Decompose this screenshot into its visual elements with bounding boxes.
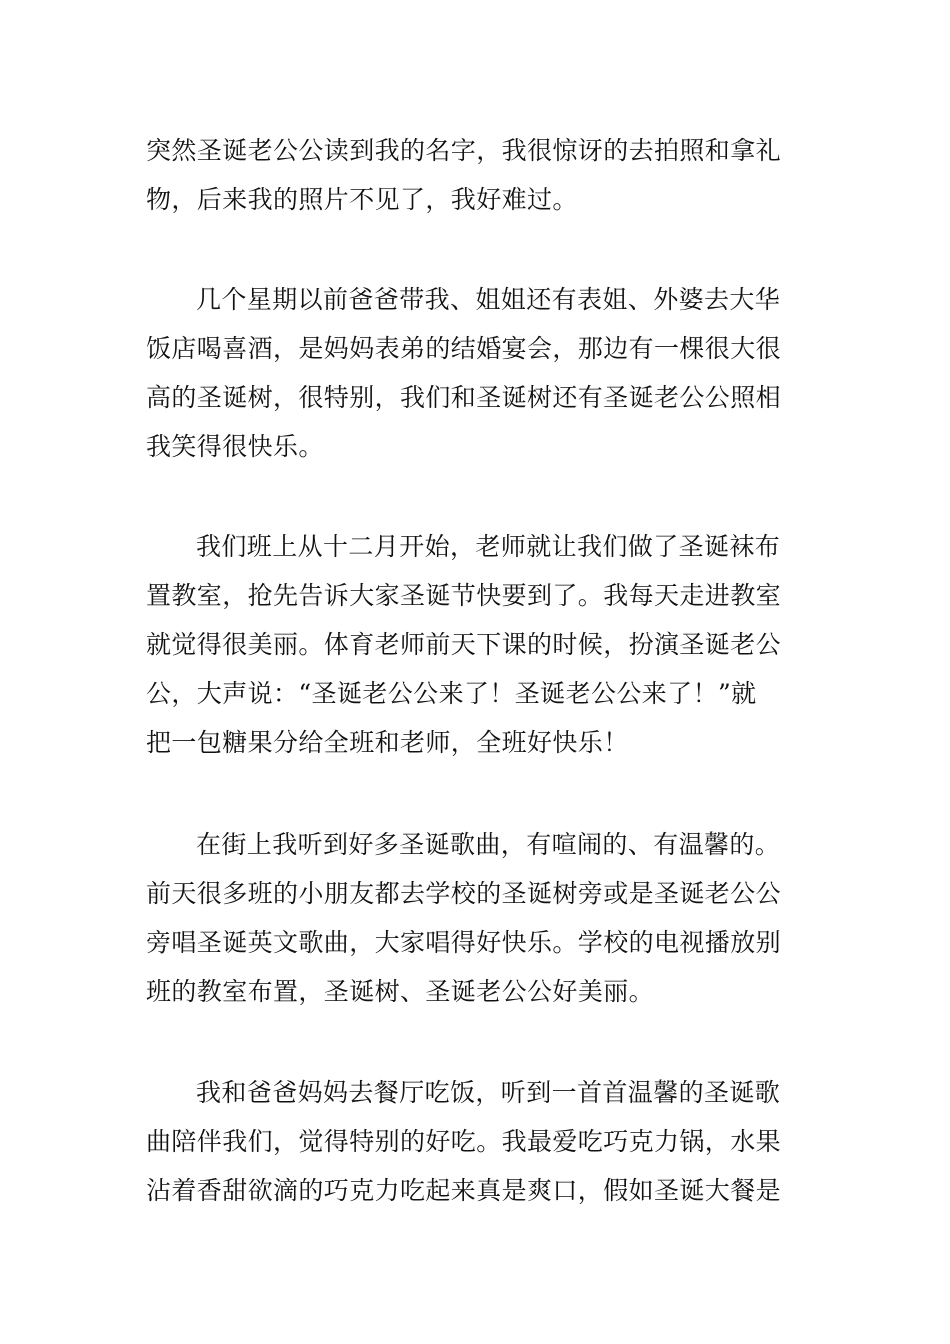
paragraph-1-line-2: 物，后来我的照片不见了，我好难过。 — [146, 185, 578, 214]
paragraph-1-line-1: 突然圣诞老公公读到我的名字，我很惊讶的去拍照和拿礼 — [146, 136, 782, 165]
paragraph-3-line-4: 公，大声说：“圣诞老公公来了！圣诞老公公来了！”就 — [146, 679, 757, 708]
paragraph-5-line-3: 沾着香甜欲滴的巧克力吃起来真是爽口，假如圣诞大餐是 — [146, 1176, 782, 1205]
paragraph-5-line-1: 我和爸爸妈妈去餐厅吃饭，听到一首首温馨的圣诞歌 — [196, 1078, 781, 1107]
paragraph-2-line-4: 我笑得很快乐。 — [146, 432, 324, 461]
paragraph-4-line-3: 旁唱圣诞英文歌曲，大家唱得好快乐。学校的电视播放别 — [146, 928, 782, 957]
paragraph-2-line-1: 几个星期以前爸爸带我、姐姐还有表姐、外婆去大华 — [196, 285, 781, 314]
paragraph-5-line-2: 曲陪伴我们，觉得特别的好吃。我最爱吃巧克力锅，水果 — [146, 1127, 782, 1156]
paragraph-4-line-1: 在街上我听到好多圣诞歌曲，有喧闹的、有温馨的。 — [196, 830, 781, 859]
paragraph-3-line-3: 就觉得很美丽。体育老师前天下课的时候，扮演圣诞老公 — [146, 630, 782, 659]
paragraph-4-line-4: 班的教室布置，圣诞树、圣诞老公公好美丽。 — [146, 977, 655, 1006]
paragraph-2-line-3: 高的圣诞树，很特别，我们和圣诞树还有圣诞老公公照相 — [146, 383, 782, 412]
paragraph-3-line-2: 置教室，抢先告诉大家圣诞节快要到了。我每天走进教室 — [146, 581, 782, 610]
paragraph-3-line-5: 把一包糖果分给全班和老师，全班好快乐！ — [146, 728, 629, 757]
paragraph-2-line-2: 饭店喝喜酒，是妈妈表弟的结婚宴会，那边有一棵很大很 — [146, 334, 782, 363]
paragraph-4-line-2: 前天很多班的小朋友都去学校的圣诞树旁或是圣诞老公公 — [146, 879, 782, 908]
paragraph-3-line-1: 我们班上从十二月开始，老师就让我们做了圣诞袜布 — [196, 532, 781, 561]
